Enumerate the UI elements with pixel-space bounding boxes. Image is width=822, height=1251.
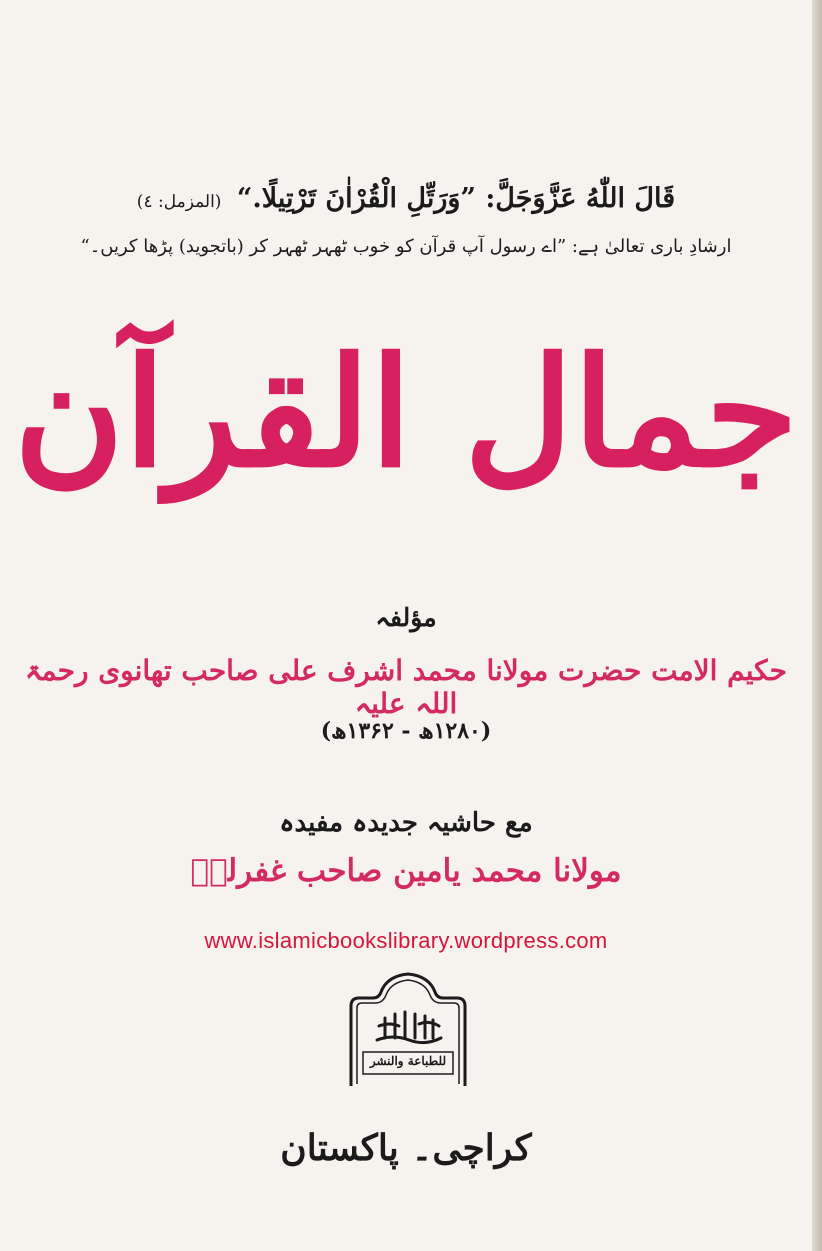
author-years: (۱۲۸۰ھ - ۱۳۶۲ھ): [320, 718, 492, 744]
verse-translation: ارشادِ باری تعالیٰ ہے: ”اے رسول آپ قرآن کو خوب ٹھہر ٹھہر کر (باتجوید) پڑھا کریں۔“: [80, 236, 732, 257]
website-url: www.islamicbookslibrary.wordpress.com: [204, 928, 608, 953]
author-name: حکیم الامت حضرت مولانا محمد اشرف علی صاحب تھانوی رحمۃ اللہ علیہ: [25, 654, 787, 720]
publisher-city: کراچی۔ پاکستان: [280, 1127, 532, 1169]
author-label: مؤلفہ: [375, 603, 437, 632]
page-edge: [812, 0, 822, 1251]
verse-reference: (المزمل: ٤): [136, 192, 222, 212]
annotator-name: مولانا محمد یامین صاحب غفرلہٗ: [190, 853, 622, 889]
publisher-logo: [333, 968, 483, 1088]
publisher-logo-icon: [333, 968, 483, 1088]
annotation-label: مع حاشیہ جدیدہ مفیدہ: [279, 808, 533, 838]
book-title: جمال القرآن: [13, 325, 799, 501]
logo-text: [333, 968, 334, 969]
verse-text: قَالَ اللّٰهُ عَزَّوَجَلَّ: ”وَرَتِّلِ الْقُرْاٰنَ تَرْتِيلًا.“: [236, 183, 676, 214]
quran-verse: [0, 183, 812, 214]
logo-subtext: للطباعة والنشر: [369, 1054, 447, 1068]
